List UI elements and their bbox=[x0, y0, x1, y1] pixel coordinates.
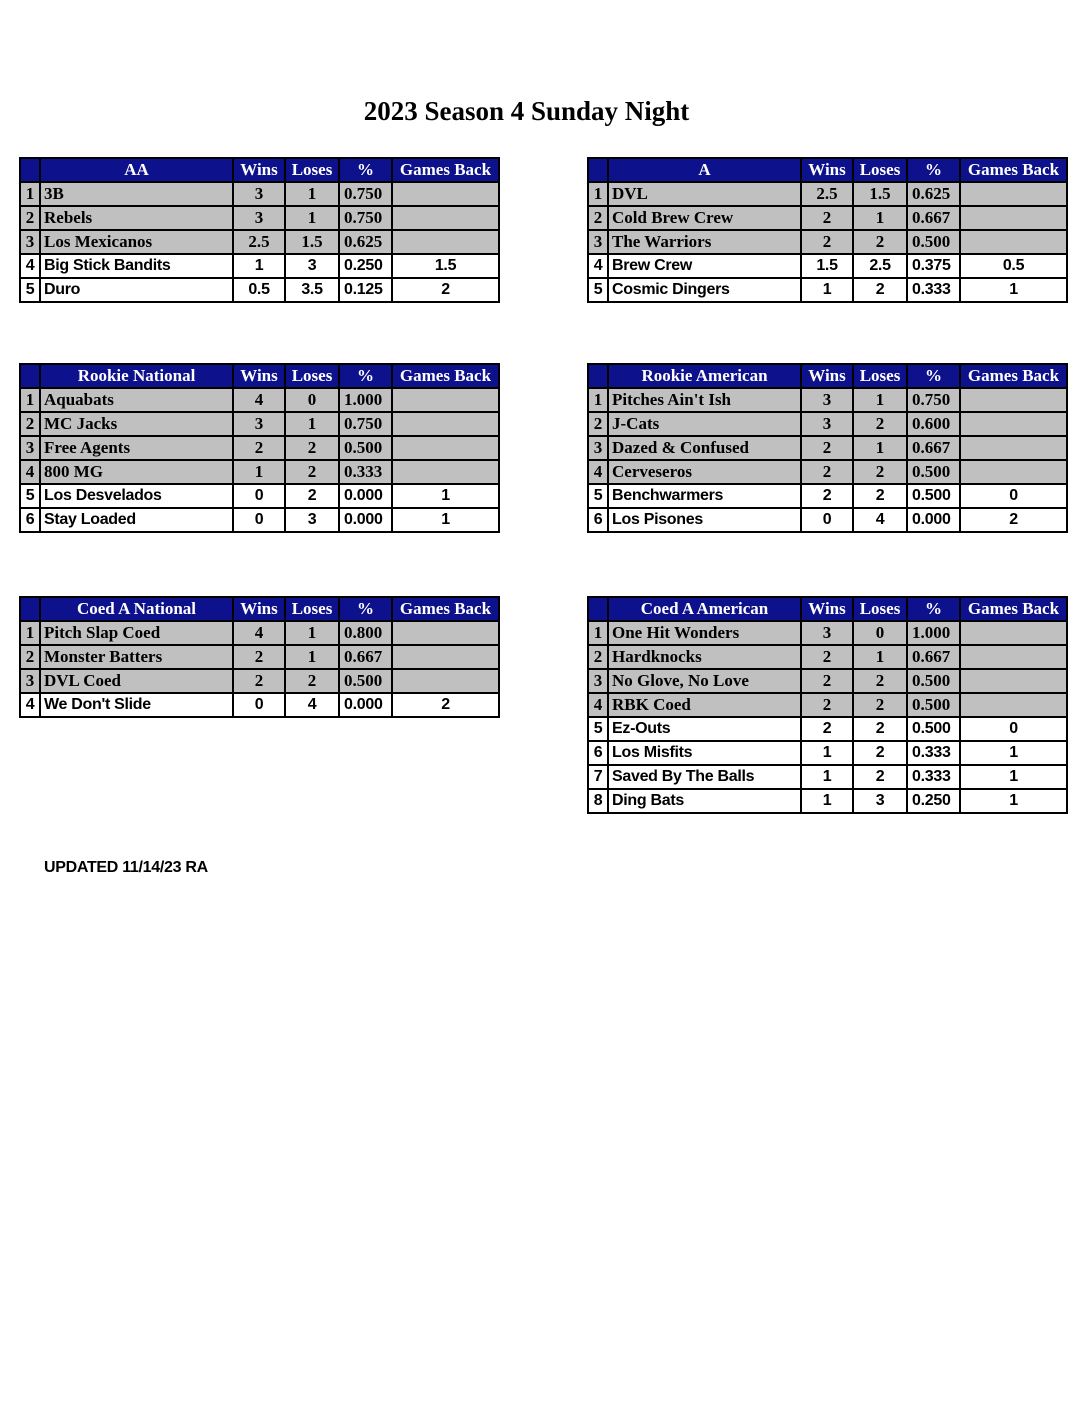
gb-cell bbox=[392, 436, 499, 460]
pct-cell: 0.667 bbox=[339, 645, 392, 669]
column-header: Loses bbox=[853, 597, 907, 621]
pct-cell: 0.375 bbox=[907, 254, 960, 278]
rank-cell: 7 bbox=[588, 765, 608, 789]
team-name-cell: Benchwarmers bbox=[608, 484, 801, 508]
team-name-cell: Cold Brew Crew bbox=[608, 206, 801, 230]
rank-cell: 3 bbox=[20, 436, 40, 460]
column-header: % bbox=[907, 597, 960, 621]
gb-cell bbox=[960, 645, 1067, 669]
loses-cell: 1 bbox=[285, 621, 339, 645]
column-header: Loses bbox=[285, 364, 339, 388]
team-name-cell: Rebels bbox=[40, 206, 233, 230]
gb-cell: 2 bbox=[960, 508, 1067, 532]
loses-cell: 1 bbox=[853, 206, 907, 230]
column-header: Games Back bbox=[392, 597, 499, 621]
team-name-cell: 800 MG bbox=[40, 460, 233, 484]
pct-cell: 0.000 bbox=[339, 508, 392, 532]
wins-cell: 0 bbox=[233, 693, 285, 717]
gb-cell bbox=[392, 412, 499, 436]
page-title: 2023 Season 4 Sunday Night bbox=[363, 96, 690, 126]
rank-cell: 6 bbox=[588, 508, 608, 532]
team-name-cell: Stay Loaded bbox=[40, 508, 233, 532]
wins-cell: 4 bbox=[233, 621, 285, 645]
rank-cell: 5 bbox=[20, 278, 40, 302]
table-row bbox=[588, 717, 1067, 741]
wins-cell: 2 bbox=[801, 717, 853, 741]
pct-cell: 0.500 bbox=[907, 230, 960, 254]
standings-table-aa bbox=[19, 157, 500, 303]
pct-cell: 0.750 bbox=[339, 182, 392, 206]
division-name: A bbox=[608, 158, 801, 182]
pct-cell: 0.500 bbox=[907, 484, 960, 508]
rank-cell: 4 bbox=[20, 460, 40, 484]
loses-cell: 2 bbox=[853, 460, 907, 484]
table-row bbox=[588, 182, 1067, 206]
rank-cell: 3 bbox=[20, 230, 40, 254]
table-row bbox=[20, 388, 499, 412]
pct-cell: 0.800 bbox=[339, 621, 392, 645]
team-name-cell: 3B bbox=[40, 182, 233, 206]
gb-cell: 0.5 bbox=[960, 254, 1067, 278]
table-row bbox=[588, 765, 1067, 789]
wins-cell: 3 bbox=[801, 388, 853, 412]
pct-cell: 0.667 bbox=[907, 436, 960, 460]
rank-cell: 5 bbox=[588, 717, 608, 741]
table-row bbox=[588, 278, 1067, 302]
rank-cell: 2 bbox=[20, 412, 40, 436]
rank-cell: 1 bbox=[20, 621, 40, 645]
table-row bbox=[20, 412, 499, 436]
team-name-cell: Los Misfits bbox=[608, 741, 801, 765]
table-row bbox=[20, 278, 499, 302]
gb-cell bbox=[392, 645, 499, 669]
wins-cell: 2.5 bbox=[233, 230, 285, 254]
gb-cell bbox=[392, 669, 499, 693]
rank-cell: 3 bbox=[588, 436, 608, 460]
table-row bbox=[588, 388, 1067, 412]
gb-cell bbox=[960, 412, 1067, 436]
rank-header bbox=[588, 158, 608, 182]
wins-cell: 0 bbox=[233, 484, 285, 508]
column-header: Loses bbox=[285, 597, 339, 621]
rank-header bbox=[20, 597, 40, 621]
rank-cell: 4 bbox=[588, 460, 608, 484]
loses-cell: 2 bbox=[853, 230, 907, 254]
table-row bbox=[588, 460, 1067, 484]
team-name-cell: No Glove, No Love bbox=[608, 669, 801, 693]
loses-cell: 0 bbox=[285, 388, 339, 412]
column-header: Loses bbox=[853, 364, 907, 388]
team-name-cell: J-Cats bbox=[608, 412, 801, 436]
table-row bbox=[588, 412, 1067, 436]
wins-cell: 1 bbox=[801, 789, 853, 813]
pct-cell: 0.333 bbox=[907, 765, 960, 789]
gb-cell bbox=[960, 436, 1067, 460]
rank-header bbox=[20, 364, 40, 388]
team-name-cell: We Don't Slide bbox=[40, 693, 233, 717]
rank-cell: 3 bbox=[588, 669, 608, 693]
rank-cell: 5 bbox=[588, 484, 608, 508]
gb-cell: 1 bbox=[392, 484, 499, 508]
rank-cell: 1 bbox=[588, 621, 608, 645]
updated-note: UPDATED 11/14/23 RA bbox=[44, 859, 208, 876]
wins-cell: 3 bbox=[801, 412, 853, 436]
table-row bbox=[20, 230, 499, 254]
division-name: Rookie National bbox=[40, 364, 233, 388]
wins-cell: 2 bbox=[801, 206, 853, 230]
loses-cell: 1 bbox=[853, 388, 907, 412]
table-row bbox=[20, 460, 499, 484]
pct-cell: 0.750 bbox=[907, 388, 960, 412]
gb-cell: 1 bbox=[960, 278, 1067, 302]
table-row bbox=[20, 436, 499, 460]
gb-cell: 1 bbox=[392, 508, 499, 532]
wins-cell: 1 bbox=[801, 765, 853, 789]
gb-cell: 0 bbox=[960, 717, 1067, 741]
pct-cell: 0.500 bbox=[339, 669, 392, 693]
column-header: Wins bbox=[801, 597, 853, 621]
table-row bbox=[20, 508, 499, 532]
wins-cell: 1 bbox=[801, 278, 853, 302]
gb-cell bbox=[960, 669, 1067, 693]
loses-cell: 2 bbox=[285, 669, 339, 693]
team-name-cell: Ding Bats bbox=[608, 789, 801, 813]
pct-cell: 0.667 bbox=[907, 206, 960, 230]
loses-cell: 2 bbox=[853, 669, 907, 693]
wins-cell: 1 bbox=[233, 254, 285, 278]
pct-cell: 0.250 bbox=[339, 254, 392, 278]
gb-cell bbox=[960, 621, 1067, 645]
column-header: % bbox=[339, 158, 392, 182]
rank-cell: 4 bbox=[588, 693, 608, 717]
gb-cell bbox=[960, 388, 1067, 412]
pct-cell: 0.250 bbox=[907, 789, 960, 813]
standings-table-coed-a-american bbox=[587, 596, 1068, 814]
team-name-cell: Hardknocks bbox=[608, 645, 801, 669]
gb-cell: 2 bbox=[392, 278, 499, 302]
header-row bbox=[20, 158, 499, 182]
wins-cell: 3 bbox=[233, 412, 285, 436]
table-row bbox=[588, 789, 1067, 813]
division-name: Coed A American bbox=[608, 597, 801, 621]
gb-cell bbox=[392, 621, 499, 645]
wins-cell: 2 bbox=[801, 693, 853, 717]
gb-cell bbox=[960, 182, 1067, 206]
column-header: % bbox=[339, 597, 392, 621]
loses-cell: 1 bbox=[853, 436, 907, 460]
pct-cell: 1.000 bbox=[907, 621, 960, 645]
pct-cell: 1.000 bbox=[339, 388, 392, 412]
table-row bbox=[20, 621, 499, 645]
team-name-cell: Aquabats bbox=[40, 388, 233, 412]
column-header: % bbox=[339, 364, 392, 388]
rank-cell: 2 bbox=[588, 645, 608, 669]
loses-cell: 3.5 bbox=[285, 278, 339, 302]
pct-cell: 0.667 bbox=[907, 645, 960, 669]
table-row bbox=[20, 206, 499, 230]
pct-cell: 0.333 bbox=[907, 278, 960, 302]
team-name-cell: Ez-Outs bbox=[608, 717, 801, 741]
rank-cell: 5 bbox=[20, 484, 40, 508]
table-row bbox=[588, 645, 1067, 669]
column-header: % bbox=[907, 364, 960, 388]
loses-cell: 2 bbox=[853, 484, 907, 508]
wins-cell: 2 bbox=[801, 230, 853, 254]
pct-cell: 0.500 bbox=[907, 717, 960, 741]
rank-cell: 3 bbox=[588, 230, 608, 254]
gb-cell bbox=[392, 206, 499, 230]
standings-table-rookie-american bbox=[587, 363, 1068, 533]
rank-cell: 4 bbox=[20, 693, 40, 717]
pct-cell: 0.625 bbox=[339, 230, 392, 254]
loses-cell: 1.5 bbox=[853, 182, 907, 206]
loses-cell: 2.5 bbox=[853, 254, 907, 278]
team-name-cell: Cosmic Dingers bbox=[608, 278, 801, 302]
gb-cell bbox=[960, 206, 1067, 230]
rank-cell: 3 bbox=[20, 669, 40, 693]
pct-cell: 0.500 bbox=[907, 693, 960, 717]
wins-cell: 0 bbox=[801, 508, 853, 532]
wins-cell: 0 bbox=[233, 508, 285, 532]
pct-cell: 0.000 bbox=[339, 693, 392, 717]
rank-cell: 2 bbox=[20, 206, 40, 230]
wins-cell: 2 bbox=[233, 436, 285, 460]
loses-cell: 1 bbox=[285, 412, 339, 436]
loses-cell: 0 bbox=[853, 621, 907, 645]
gb-cell: 1 bbox=[960, 789, 1067, 813]
team-name-cell: DVL bbox=[608, 182, 801, 206]
table-row bbox=[588, 693, 1067, 717]
table-row bbox=[588, 621, 1067, 645]
table-row bbox=[588, 436, 1067, 460]
column-header: Wins bbox=[801, 158, 853, 182]
team-name-cell: The Warriors bbox=[608, 230, 801, 254]
loses-cell: 2 bbox=[285, 436, 339, 460]
pct-cell: 0.500 bbox=[907, 460, 960, 484]
team-name-cell: Los Desvelados bbox=[40, 484, 233, 508]
column-header: Loses bbox=[285, 158, 339, 182]
loses-cell: 2 bbox=[853, 717, 907, 741]
gb-cell bbox=[392, 388, 499, 412]
wins-cell: 2 bbox=[801, 645, 853, 669]
rank-header bbox=[20, 158, 40, 182]
rank-cell: 4 bbox=[588, 254, 608, 278]
column-header: Wins bbox=[233, 364, 285, 388]
pct-cell: 0.750 bbox=[339, 206, 392, 230]
gb-cell bbox=[960, 460, 1067, 484]
column-header: Games Back bbox=[960, 364, 1067, 388]
division-name: Rookie American bbox=[608, 364, 801, 388]
wins-cell: 2 bbox=[801, 669, 853, 693]
division-name: AA bbox=[40, 158, 233, 182]
wins-cell: 2 bbox=[233, 669, 285, 693]
team-name-cell: MC Jacks bbox=[40, 412, 233, 436]
column-header: Games Back bbox=[960, 597, 1067, 621]
team-name-cell: Los Mexicanos bbox=[40, 230, 233, 254]
pct-cell: 0.000 bbox=[907, 508, 960, 532]
column-header: % bbox=[907, 158, 960, 182]
rank-cell: 1 bbox=[20, 388, 40, 412]
loses-cell: 4 bbox=[853, 508, 907, 532]
loses-cell: 2 bbox=[853, 765, 907, 789]
gb-cell: 1 bbox=[960, 765, 1067, 789]
loses-cell: 2 bbox=[853, 412, 907, 436]
header-row bbox=[20, 364, 499, 388]
pct-cell: 0.333 bbox=[339, 460, 392, 484]
gb-cell bbox=[960, 230, 1067, 254]
rank-cell: 2 bbox=[20, 645, 40, 669]
wins-cell: 4 bbox=[233, 388, 285, 412]
loses-cell: 3 bbox=[285, 254, 339, 278]
rank-header bbox=[588, 597, 608, 621]
team-name-cell: Free Agents bbox=[40, 436, 233, 460]
rank-cell: 6 bbox=[588, 741, 608, 765]
team-name-cell: DVL Coed bbox=[40, 669, 233, 693]
table-row bbox=[588, 230, 1067, 254]
team-name-cell: Big Stick Bandits bbox=[40, 254, 233, 278]
team-name-cell: RBK Coed bbox=[608, 693, 801, 717]
table-row bbox=[20, 669, 499, 693]
column-header: Games Back bbox=[392, 158, 499, 182]
table-row bbox=[20, 484, 499, 508]
standings-table-rookie-national bbox=[19, 363, 500, 533]
pct-cell: 0.500 bbox=[339, 436, 392, 460]
rank-cell: 2 bbox=[588, 412, 608, 436]
wins-cell: 0.5 bbox=[233, 278, 285, 302]
division-name: Coed A National bbox=[40, 597, 233, 621]
table-row bbox=[588, 508, 1067, 532]
pct-cell: 0.000 bbox=[339, 484, 392, 508]
gb-cell: 2 bbox=[392, 693, 499, 717]
pct-cell: 0.625 bbox=[907, 182, 960, 206]
loses-cell: 2 bbox=[853, 741, 907, 765]
standings-table-coed-a-national bbox=[19, 596, 500, 718]
loses-cell: 4 bbox=[285, 693, 339, 717]
loses-cell: 3 bbox=[853, 789, 907, 813]
wins-cell: 3 bbox=[801, 621, 853, 645]
team-name-cell: Monster Batters bbox=[40, 645, 233, 669]
pct-cell: 0.333 bbox=[907, 741, 960, 765]
rank-header bbox=[588, 364, 608, 388]
header-row bbox=[588, 158, 1067, 182]
header-row bbox=[588, 597, 1067, 621]
wins-cell: 3 bbox=[233, 206, 285, 230]
column-header: Wins bbox=[233, 597, 285, 621]
wins-cell: 3 bbox=[233, 182, 285, 206]
rank-cell: 1 bbox=[588, 388, 608, 412]
loses-cell: 1 bbox=[285, 206, 339, 230]
team-name-cell: Dazed & Confused bbox=[608, 436, 801, 460]
table-row bbox=[20, 693, 499, 717]
pct-cell: 0.500 bbox=[907, 669, 960, 693]
gb-cell: 1 bbox=[960, 741, 1067, 765]
team-name-cell: One Hit Wonders bbox=[608, 621, 801, 645]
loses-cell: 2 bbox=[853, 278, 907, 302]
standings-table-a bbox=[587, 157, 1068, 303]
team-name-cell: Brew Crew bbox=[608, 254, 801, 278]
rank-cell: 6 bbox=[20, 508, 40, 532]
team-name-cell: Los Pisones bbox=[608, 508, 801, 532]
team-name-cell: Pitch Slap Coed bbox=[40, 621, 233, 645]
column-header: Games Back bbox=[392, 364, 499, 388]
gb-cell bbox=[392, 460, 499, 484]
column-header: Wins bbox=[801, 364, 853, 388]
table-row bbox=[20, 254, 499, 278]
wins-cell: 2 bbox=[801, 436, 853, 460]
loses-cell: 1 bbox=[853, 645, 907, 669]
wins-cell: 1.5 bbox=[801, 254, 853, 278]
column-header: Games Back bbox=[960, 158, 1067, 182]
rank-cell: 4 bbox=[20, 254, 40, 278]
wins-cell: 1 bbox=[801, 741, 853, 765]
rank-cell: 1 bbox=[20, 182, 40, 206]
loses-cell: 2 bbox=[285, 460, 339, 484]
table-row bbox=[588, 484, 1067, 508]
team-name-cell: Cerveseros bbox=[608, 460, 801, 484]
table-row bbox=[588, 254, 1067, 278]
loses-cell: 2 bbox=[285, 484, 339, 508]
header-row bbox=[20, 597, 499, 621]
table-row bbox=[588, 206, 1067, 230]
rank-cell: 2 bbox=[588, 206, 608, 230]
loses-cell: 1.5 bbox=[285, 230, 339, 254]
team-name-cell: Duro bbox=[40, 278, 233, 302]
rank-cell: 5 bbox=[588, 278, 608, 302]
column-header: Loses bbox=[853, 158, 907, 182]
loses-cell: 1 bbox=[285, 182, 339, 206]
gb-cell bbox=[392, 182, 499, 206]
table-row bbox=[20, 645, 499, 669]
gb-cell: 0 bbox=[960, 484, 1067, 508]
rank-cell: 1 bbox=[588, 182, 608, 206]
pct-cell: 0.125 bbox=[339, 278, 392, 302]
gb-cell: 1.5 bbox=[392, 254, 499, 278]
rank-cell: 8 bbox=[588, 789, 608, 813]
table-row bbox=[588, 669, 1067, 693]
pct-cell: 0.750 bbox=[339, 412, 392, 436]
table-row bbox=[20, 182, 499, 206]
team-name-cell: Saved By The Balls bbox=[608, 765, 801, 789]
team-name-cell: Pitches Ain't Ish bbox=[608, 388, 801, 412]
table-row bbox=[588, 741, 1067, 765]
loses-cell: 3 bbox=[285, 508, 339, 532]
wins-cell: 1 bbox=[233, 460, 285, 484]
column-header: Wins bbox=[233, 158, 285, 182]
wins-cell: 2 bbox=[801, 484, 853, 508]
loses-cell: 2 bbox=[853, 693, 907, 717]
header-row bbox=[588, 364, 1067, 388]
wins-cell: 2 bbox=[801, 460, 853, 484]
wins-cell: 2.5 bbox=[801, 182, 853, 206]
gb-cell bbox=[392, 230, 499, 254]
loses-cell: 1 bbox=[285, 645, 339, 669]
wins-cell: 2 bbox=[233, 645, 285, 669]
pct-cell: 0.600 bbox=[907, 412, 960, 436]
gb-cell bbox=[960, 693, 1067, 717]
